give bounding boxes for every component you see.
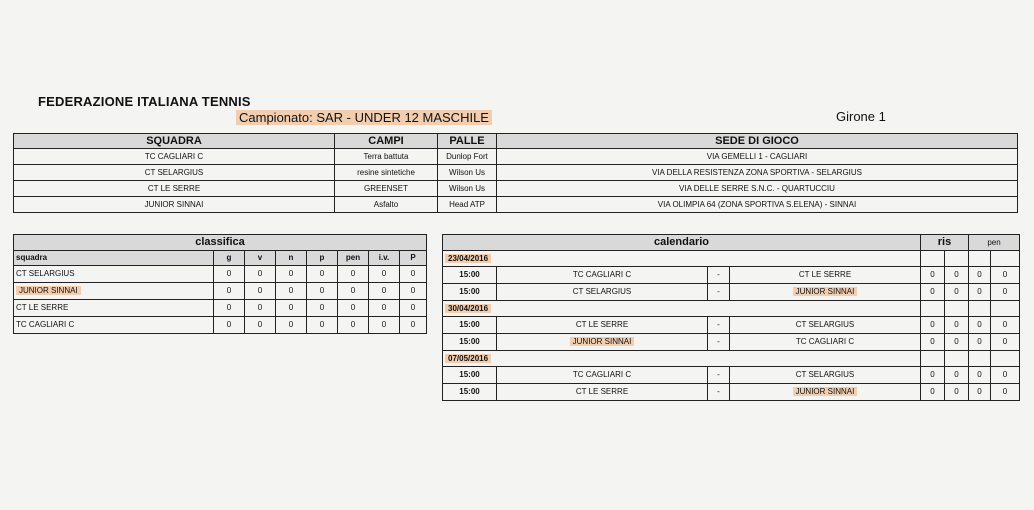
venue-address: VIA DELLE SERRE S.N.C. - QUARTUCCIU bbox=[497, 181, 1018, 197]
calendar-table bbox=[442, 234, 1020, 401]
team-name: CT LE SERRE bbox=[14, 181, 335, 197]
standings-team-cell bbox=[14, 283, 214, 300]
match-team: CT LE SERRE bbox=[497, 384, 708, 401]
court-surface: Asfalto bbox=[335, 197, 438, 213]
match-score: 0 bbox=[921, 267, 945, 284]
match-time: 15:00 bbox=[443, 334, 497, 351]
match-team-cell bbox=[730, 284, 921, 301]
standings-value: 0 bbox=[307, 300, 338, 317]
standings-value: 0 bbox=[276, 266, 307, 283]
standings-col-3: n bbox=[276, 251, 307, 266]
teams-header-row bbox=[14, 134, 1018, 149]
championship-title bbox=[236, 110, 492, 125]
team-row bbox=[14, 181, 1018, 197]
standings-value: 0 bbox=[214, 266, 245, 283]
match-score: 0 bbox=[945, 317, 969, 334]
court-surface: GREENSET bbox=[335, 181, 438, 197]
empty-cell bbox=[991, 351, 1020, 367]
match-row bbox=[443, 267, 1020, 284]
standings-col-2: v bbox=[245, 251, 276, 266]
standings-row bbox=[14, 317, 427, 334]
match-team: JUNIOR SINNAI bbox=[793, 387, 858, 396]
standings-value: 0 bbox=[307, 283, 338, 300]
match-team: CT SELARGIUS bbox=[497, 284, 708, 301]
match-score: 0 bbox=[945, 334, 969, 351]
team-row bbox=[14, 165, 1018, 181]
standings-row bbox=[14, 300, 427, 317]
court-surface: resine sintetiche bbox=[335, 165, 438, 181]
match-score: 0 bbox=[991, 334, 1020, 351]
match-row bbox=[443, 334, 1020, 351]
standings-value: 0 bbox=[276, 317, 307, 334]
calendar-date-row bbox=[443, 351, 1020, 367]
standings-value: 0 bbox=[338, 283, 369, 300]
col-sede: SEDE DI GIOCO bbox=[497, 134, 1018, 149]
col-campi: CAMPI bbox=[335, 134, 438, 149]
empty-cell bbox=[991, 301, 1020, 317]
match-separator: - bbox=[708, 284, 730, 301]
match-team-cell bbox=[497, 334, 708, 351]
empty-cell bbox=[945, 351, 969, 367]
standings-value: 0 bbox=[369, 317, 400, 334]
standings-col-7: P bbox=[400, 251, 427, 266]
standings-value: 0 bbox=[214, 283, 245, 300]
empty-cell bbox=[945, 301, 969, 317]
standings-team-cell: CT SELARGIUS bbox=[14, 266, 214, 283]
ball-brand: Dunlop Fort bbox=[438, 149, 497, 165]
empty-cell bbox=[969, 251, 991, 267]
match-score: 0 bbox=[921, 317, 945, 334]
match-score: 0 bbox=[945, 267, 969, 284]
match-date-cell bbox=[443, 251, 921, 267]
match-time: 15:00 bbox=[443, 384, 497, 401]
standings-team-cell: TC CAGLIARI C bbox=[14, 317, 214, 334]
teams-table bbox=[13, 133, 1018, 213]
match-separator: - bbox=[708, 334, 730, 351]
match-row bbox=[443, 284, 1020, 301]
group-label: Girone 1 bbox=[836, 109, 886, 124]
match-score: 0 bbox=[921, 384, 945, 401]
venue-address: VIA GEMELLI 1 - CAGLIARI bbox=[497, 149, 1018, 165]
match-score: 0 bbox=[969, 267, 991, 284]
standings-value: 0 bbox=[338, 300, 369, 317]
match-team-cell bbox=[730, 384, 921, 401]
ball-brand: Head ATP bbox=[438, 197, 497, 213]
standings-title: classifica bbox=[14, 235, 427, 251]
standings-value: 0 bbox=[369, 300, 400, 317]
standings-value: 0 bbox=[400, 266, 427, 283]
team-name: JUNIOR SINNAI bbox=[14, 197, 335, 213]
standings-value: 0 bbox=[369, 266, 400, 283]
standings-col-0: squadra bbox=[14, 251, 214, 266]
ball-brand: Wilson Us bbox=[438, 181, 497, 197]
standings-col-4: p bbox=[307, 251, 338, 266]
match-separator: - bbox=[708, 367, 730, 384]
match-score: 0 bbox=[945, 284, 969, 301]
col-palle: PALLE bbox=[438, 134, 497, 149]
match-score: 0 bbox=[991, 317, 1020, 334]
match-team: JUNIOR SINNAI bbox=[570, 337, 635, 346]
standings-value: 0 bbox=[245, 283, 276, 300]
standings-value: 0 bbox=[400, 283, 427, 300]
match-score: 0 bbox=[991, 367, 1020, 384]
match-score: 0 bbox=[921, 367, 945, 384]
team-row bbox=[14, 149, 1018, 165]
match-score: 0 bbox=[945, 367, 969, 384]
match-score: 0 bbox=[991, 284, 1020, 301]
match-score: 0 bbox=[969, 317, 991, 334]
match-date-cell bbox=[443, 351, 921, 367]
venue-address: VIA DELLA RESISTENZA ZONA SPORTIVA - SELARGIUS bbox=[497, 165, 1018, 181]
standings-value: 0 bbox=[369, 283, 400, 300]
match-score: 0 bbox=[969, 284, 991, 301]
match-score: 0 bbox=[921, 334, 945, 351]
team-row bbox=[14, 197, 1018, 213]
col-squadra: SQUADRA bbox=[14, 134, 335, 149]
standings-value: 0 bbox=[338, 317, 369, 334]
pen-header: pen bbox=[969, 235, 1020, 251]
calendar-date-row bbox=[443, 251, 1020, 267]
match-score: 0 bbox=[991, 267, 1020, 284]
match-row bbox=[443, 317, 1020, 334]
match-team: CT LE SERRE bbox=[730, 267, 921, 284]
empty-cell bbox=[969, 301, 991, 317]
empty-cell bbox=[991, 251, 1020, 267]
standings-col-5: pen bbox=[338, 251, 369, 266]
match-date-cell bbox=[443, 301, 921, 317]
standings-row bbox=[14, 283, 427, 300]
standings-value: 0 bbox=[400, 317, 427, 334]
empty-cell bbox=[921, 301, 945, 317]
team-name: TC CAGLIARI C bbox=[14, 149, 335, 165]
match-team: TC CAGLIARI C bbox=[497, 367, 708, 384]
standings-value: 0 bbox=[245, 266, 276, 283]
match-time: 15:00 bbox=[443, 317, 497, 334]
ball-brand: Wilson Us bbox=[438, 165, 497, 181]
match-score: 0 bbox=[969, 384, 991, 401]
match-row bbox=[443, 367, 1020, 384]
standings-value: 0 bbox=[338, 266, 369, 283]
match-time: 15:00 bbox=[443, 367, 497, 384]
match-separator: - bbox=[708, 384, 730, 401]
standings-value: 0 bbox=[245, 300, 276, 317]
team-name: CT SELARGIUS bbox=[14, 165, 335, 181]
calendar-title: calendario bbox=[443, 235, 921, 251]
match-score: 0 bbox=[969, 334, 991, 351]
venue-address: VIA OLIMPIA 64 (ZONA SPORTIVA S.ELENA) - SINNAI bbox=[497, 197, 1018, 213]
standings-value: 0 bbox=[276, 300, 307, 317]
match-time: 15:00 bbox=[443, 284, 497, 301]
match-score: 0 bbox=[969, 367, 991, 384]
empty-cell bbox=[921, 251, 945, 267]
empty-cell bbox=[969, 351, 991, 367]
ris-header: ris bbox=[921, 235, 969, 251]
match-row bbox=[443, 384, 1020, 401]
match-team: CT SELARGIUS bbox=[730, 367, 921, 384]
match-team: TC CAGLIARI C bbox=[730, 334, 921, 351]
empty-cell bbox=[945, 251, 969, 267]
empty-cell bbox=[921, 351, 945, 367]
match-team: JUNIOR SINNAI bbox=[793, 287, 858, 296]
standings-team-cell: CT LE SERRE bbox=[14, 300, 214, 317]
match-date: 07/05/2016 bbox=[445, 354, 491, 363]
standings-col-6: i.v. bbox=[369, 251, 400, 266]
standings-value: 0 bbox=[307, 317, 338, 334]
match-date: 30/04/2016 bbox=[445, 304, 491, 313]
standings-value: 0 bbox=[307, 266, 338, 283]
match-score: 0 bbox=[945, 384, 969, 401]
court-surface: Terra battuta bbox=[335, 149, 438, 165]
standings-value: 0 bbox=[245, 317, 276, 334]
match-score: 0 bbox=[991, 384, 1020, 401]
match-team: TC CAGLIARI C bbox=[497, 267, 708, 284]
calendar-date-row bbox=[443, 301, 1020, 317]
match-time: 15:00 bbox=[443, 267, 497, 284]
standings-value: 0 bbox=[276, 283, 307, 300]
match-team: CT SELARGIUS bbox=[730, 317, 921, 334]
standings-value: 0 bbox=[400, 300, 427, 317]
match-date: 23/04/2016 bbox=[445, 254, 491, 263]
standings-value: 0 bbox=[214, 317, 245, 334]
standings-row bbox=[14, 266, 427, 283]
championship-label: Campionato: SAR - UNDER 12 MASCHILE bbox=[236, 110, 492, 125]
standings-table bbox=[13, 234, 427, 334]
standings-col-1: g bbox=[214, 251, 245, 266]
standings-value: 0 bbox=[214, 300, 245, 317]
match-separator: - bbox=[708, 317, 730, 334]
match-team: CT LE SERRE bbox=[497, 317, 708, 334]
match-separator: - bbox=[708, 267, 730, 284]
standings-columns bbox=[14, 251, 427, 266]
standings-team: JUNIOR SINNAI bbox=[16, 286, 81, 295]
match-score: 0 bbox=[921, 284, 945, 301]
federation-title: FEDERAZIONE ITALIANA TENNIS bbox=[38, 94, 251, 109]
